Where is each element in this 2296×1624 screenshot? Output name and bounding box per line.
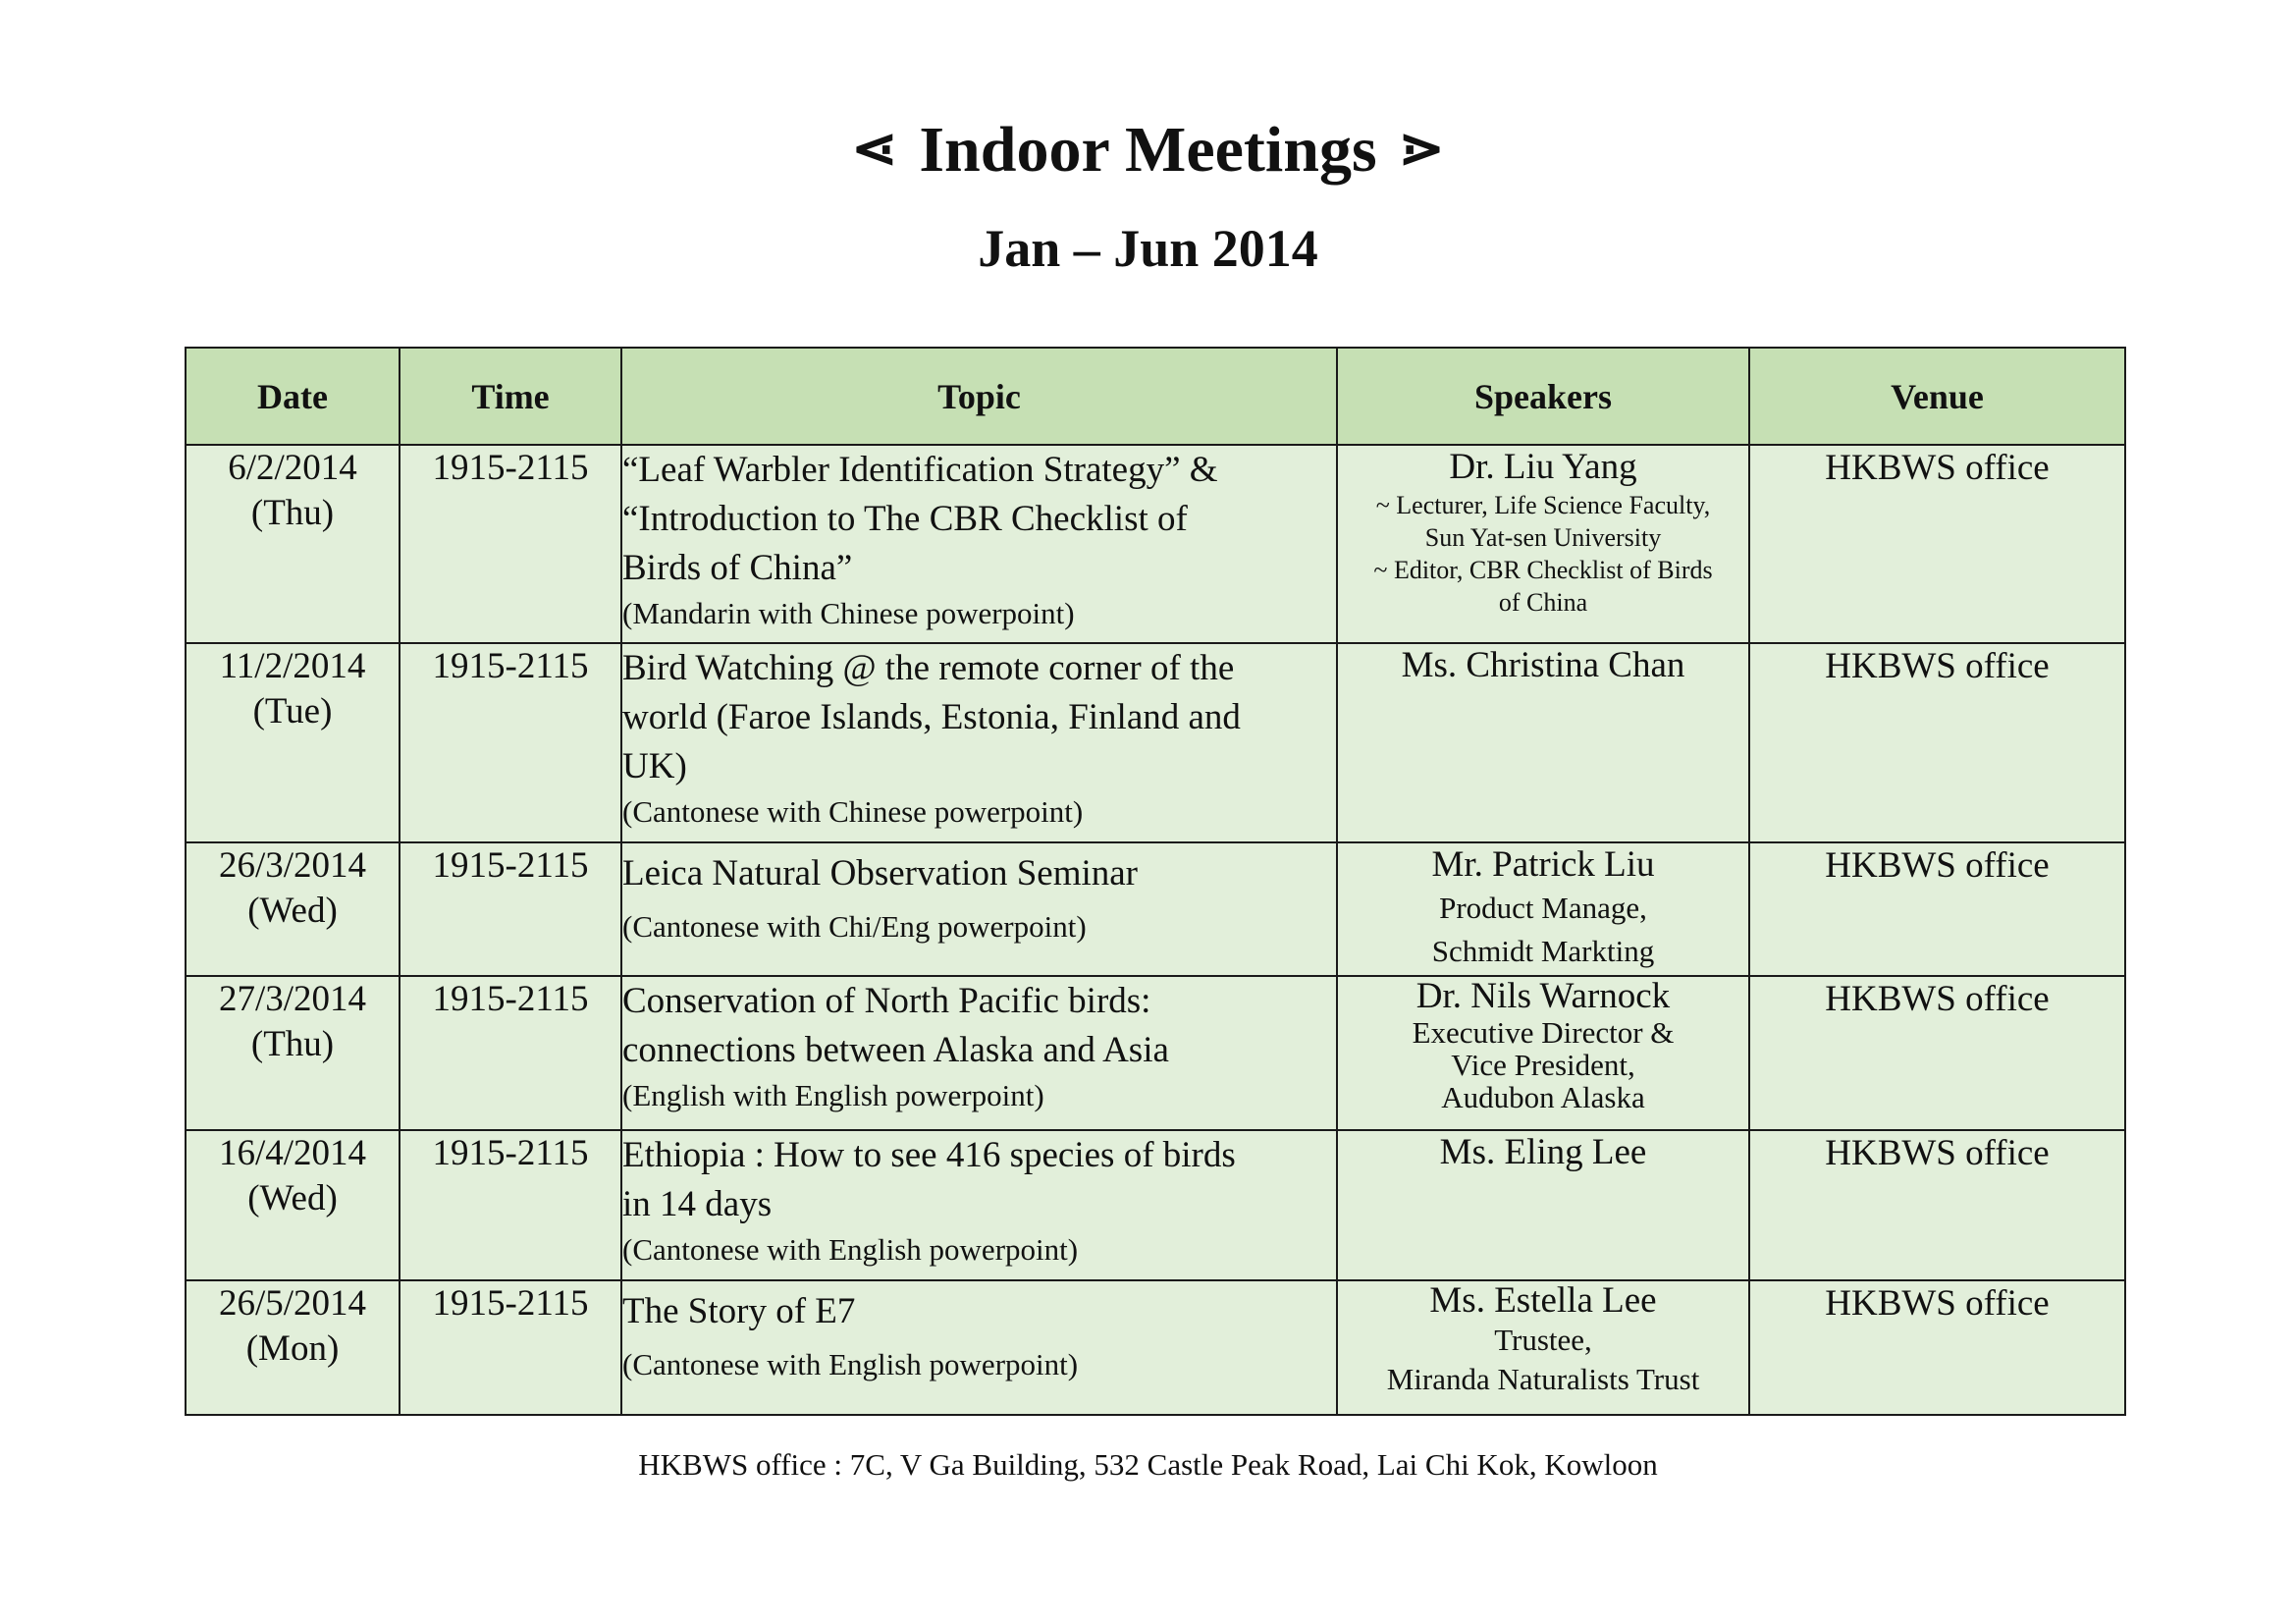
table-row (186, 842, 2125, 976)
weekday: (Wed) (247, 1178, 338, 1218)
speaker-detail: Trustee, (1494, 1323, 1592, 1357)
topic-language-note: (Cantonese with Chinese powerpoint) (622, 794, 1084, 829)
time-cell: 1915-2115 (400, 643, 621, 842)
title-text: Indoor Meetings (919, 114, 1377, 186)
column-header-time: Time (400, 348, 621, 445)
right-arrow-icon: ⋗ (1398, 119, 1445, 180)
date-cell (186, 842, 400, 976)
meetings-table (185, 347, 2126, 1416)
venue-cell: HKBWS office (1749, 643, 2125, 842)
topic-language-note: (Cantonese with English powerpoint) (622, 1232, 1079, 1267)
topic-line: connections between Alaska and Asia (622, 1030, 1169, 1070)
topic-line: “Introduction to The CBR Checklist of (622, 499, 1188, 539)
speaker-name: Dr. Nils Warnock (1415, 976, 1671, 1016)
table-row (186, 1280, 2125, 1415)
table-row (186, 976, 2125, 1130)
table-row (186, 1130, 2125, 1280)
topic-language-note: (Mandarin with Chinese powerpoint) (622, 596, 1075, 630)
topic-line: Birds of China” (622, 548, 853, 588)
speaker-detail: Sun Yat-sen University (1424, 523, 1662, 552)
speaker-name: Ms. Christina Chan (1401, 645, 1685, 685)
topic-cell (621, 1280, 1337, 1415)
weekday: (Thu) (250, 1024, 335, 1064)
date-cell (186, 1280, 400, 1415)
speaker-detail: ~ Editor, CBR Checklist of Birds (1373, 556, 1713, 584)
time-cell: 1915-2115 (400, 842, 621, 976)
topic-language-note: (Cantonese with English powerpoint) (622, 1347, 1079, 1381)
date: 16/4/2014 (218, 1133, 367, 1173)
left-arrow-icon: ⋖ (851, 119, 898, 180)
topic-line: in 14 days (622, 1184, 773, 1224)
speaker-name: Mr. Patrick Liu (1431, 844, 1655, 885)
topic-line: Bird Watching @ the remote corner of the (622, 648, 1235, 688)
topic-language-note: (English with English powerpoint) (622, 1078, 1044, 1112)
date: 6/2/2014 (228, 448, 357, 488)
weekday: (Thu) (250, 493, 335, 533)
date: 11/2/2014 (219, 646, 366, 686)
date: 27/3/2014 (218, 979, 367, 1019)
topic-cell (621, 643, 1337, 842)
time-cell: 1915-2115 (400, 1280, 621, 1415)
column-header-speakers: Speakers (1337, 348, 1749, 445)
time-cell: 1915-2115 (400, 1130, 621, 1280)
date-cell (186, 1130, 400, 1280)
speaker-detail: Product Manage, (1439, 891, 1647, 925)
speaker-detail: Executive Director & (1412, 1015, 1675, 1050)
venue-cell: HKBWS office (1749, 1280, 2125, 1415)
speaker-cell (1337, 976, 1749, 1130)
topic-cell (621, 842, 1337, 976)
topic-line: Ethiopia : How to see 416 species of birds (622, 1135, 1236, 1175)
date-cell (186, 643, 400, 842)
venue-address-footnote: HKBWS office : 7C, V Ga Building, 532 Castle Peak Road, Lai Chi Kok, Kowloon (638, 1447, 1658, 1482)
topic-cell (621, 445, 1337, 643)
venue-cell: HKBWS office (1749, 976, 2125, 1130)
topic-cell (621, 1130, 1337, 1280)
topic-line: Leica Natural Observation Seminar (622, 853, 1138, 893)
topic-line: The Story of E7 (622, 1291, 856, 1331)
venue-cell: HKBWS office (1749, 842, 2125, 976)
speaker-detail: Miranda Naturalists Trust (1386, 1362, 1700, 1396)
speaker-cell (1337, 445, 1749, 643)
topic-line: “Leaf Warbler Identification Strategy” & (622, 450, 1218, 490)
topic-language-note: (Cantonese with Chi/Eng powerpoint) (622, 909, 1087, 944)
page-subtitle: Jan – Jun 2014 (978, 219, 1318, 278)
table-row (186, 643, 2125, 842)
speaker-name: Ms. Eling Lee (1439, 1132, 1647, 1172)
speaker-name: Ms. Estella Lee (1429, 1280, 1657, 1321)
speaker-detail: Vice President, (1451, 1048, 1635, 1082)
column-header-date: Date (186, 348, 400, 445)
date-cell (186, 976, 400, 1130)
weekday: (Mon) (245, 1328, 340, 1369)
topic-cell (621, 976, 1337, 1130)
venue-cell: HKBWS office (1749, 1130, 2125, 1280)
speaker-cell (1337, 643, 1749, 842)
date: 26/5/2014 (218, 1283, 367, 1324)
speaker-cell (1337, 1280, 1749, 1415)
page-title (0, 110, 2296, 189)
speaker-detail: of China (1498, 588, 1588, 617)
time-cell: 1915-2115 (400, 976, 621, 1130)
weekday: (Wed) (247, 891, 338, 931)
topic-line: UK) (622, 746, 687, 786)
speaker-detail: ~ Lecturer, Life Science Faculty, (1375, 491, 1711, 519)
column-header-venue: Venue (1749, 348, 2125, 445)
weekday: (Tue) (252, 691, 333, 731)
date-cell (186, 445, 400, 643)
date: 26/3/2014 (218, 845, 367, 886)
speaker-cell (1337, 1130, 1749, 1280)
table-row (186, 445, 2125, 643)
speaker-detail: Schmidt Markting (1431, 934, 1655, 968)
topic-line: Conservation of North Pacific birds: (622, 981, 1151, 1021)
venue-cell: HKBWS office (1749, 445, 2125, 643)
speaker-name: Dr. Liu Yang (1449, 447, 1637, 487)
table-header-row (186, 348, 2125, 445)
column-header-topic: Topic (621, 348, 1337, 445)
time-cell: 1915-2115 (400, 445, 621, 643)
speaker-cell (1337, 842, 1749, 976)
speaker-detail: Audubon Alaska (1441, 1080, 1645, 1114)
topic-line: world (Faroe Islands, Estonia, Finland and (622, 697, 1241, 737)
